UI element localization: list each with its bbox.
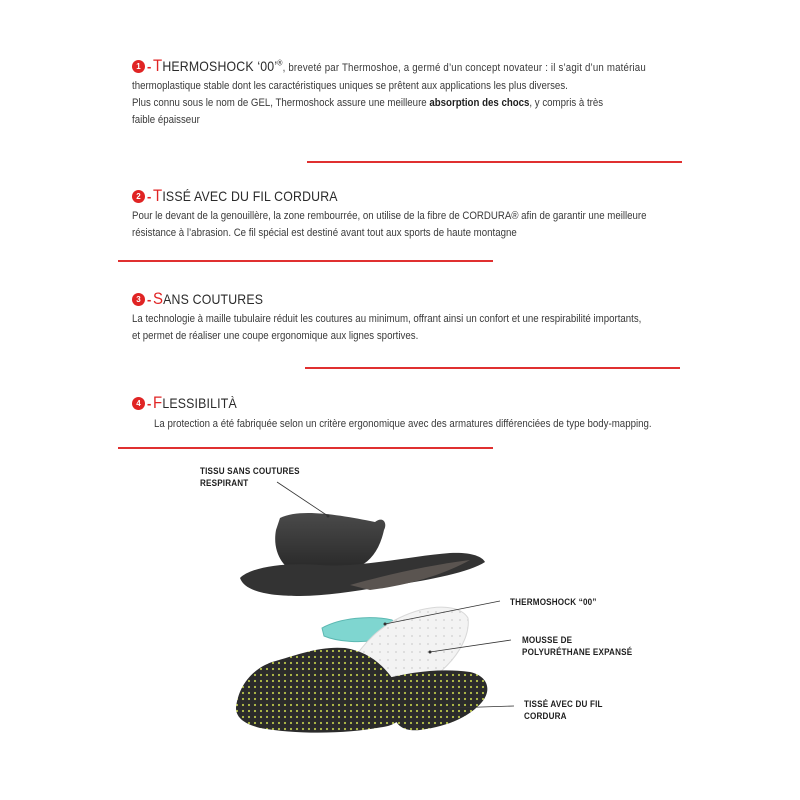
label-seamless-fabric: TISSU SANS COUTURES RESPIRANT — [200, 466, 300, 488]
heading-dash: - — [147, 58, 152, 74]
number-2-icon: 2 — [132, 190, 145, 203]
number-4-icon: 4 — [132, 397, 145, 410]
section-title: TISSÉ AVEC DU FIL CORDURA — [153, 186, 339, 205]
seamless-fabric-layer — [240, 513, 485, 596]
section-title: FLESSIBILITÀ — [153, 393, 238, 412]
section-title: SANS COUTURES — [153, 289, 264, 308]
heading-dash: - — [147, 188, 152, 204]
heading-dash: - — [147, 395, 152, 411]
section-description: thermoplastique stable dont les caractéristiques uniques se prêtent aux applications les plus diverses. Plus connu sous le nom de GEL, Thermoshock assure une meilleure absorption des chocs, y compris à très faible épaisseur — [132, 80, 604, 126]
section-description: La protection a été fabriquée selon un critère ergonomique avec des armatures différenciées de type body-mapping. — [154, 418, 652, 430]
heading-dash: - — [147, 291, 152, 307]
label-cordura: TISSÉ AVEC DU FIL CORDURA — [524, 699, 603, 721]
section-description: Pour le devant de la genouillère, la zone rembourrée, on utilise de la fibre de CORDURA® afin de garantir une meilleure résistance à l’abrasion. Ce fil spécial est destiné avant tout aux sports de haute montagne — [132, 210, 647, 239]
number-1-icon: 1 — [132, 60, 145, 73]
label-thermoshock: THERMOSHOCK “00” — [510, 597, 597, 607]
section-title: THERMOSHOCK ‘00’®, breveté par Thermoshoe, a germé d’un concept novateur : il s’agit d’un matériau — [153, 56, 647, 75]
label-pu-foam: MOUSSE DE POLYURÉTHANE EXPANSÉ — [522, 635, 633, 657]
number-3-icon: 3 — [132, 293, 145, 306]
section-description: La technologie à maille tubulaire réduit les coutures au minimum, offrant ainsi un confort et une respirabilité importants, et permet de réaliser une coupe ergonomique aux lignes sportives. — [132, 313, 642, 342]
